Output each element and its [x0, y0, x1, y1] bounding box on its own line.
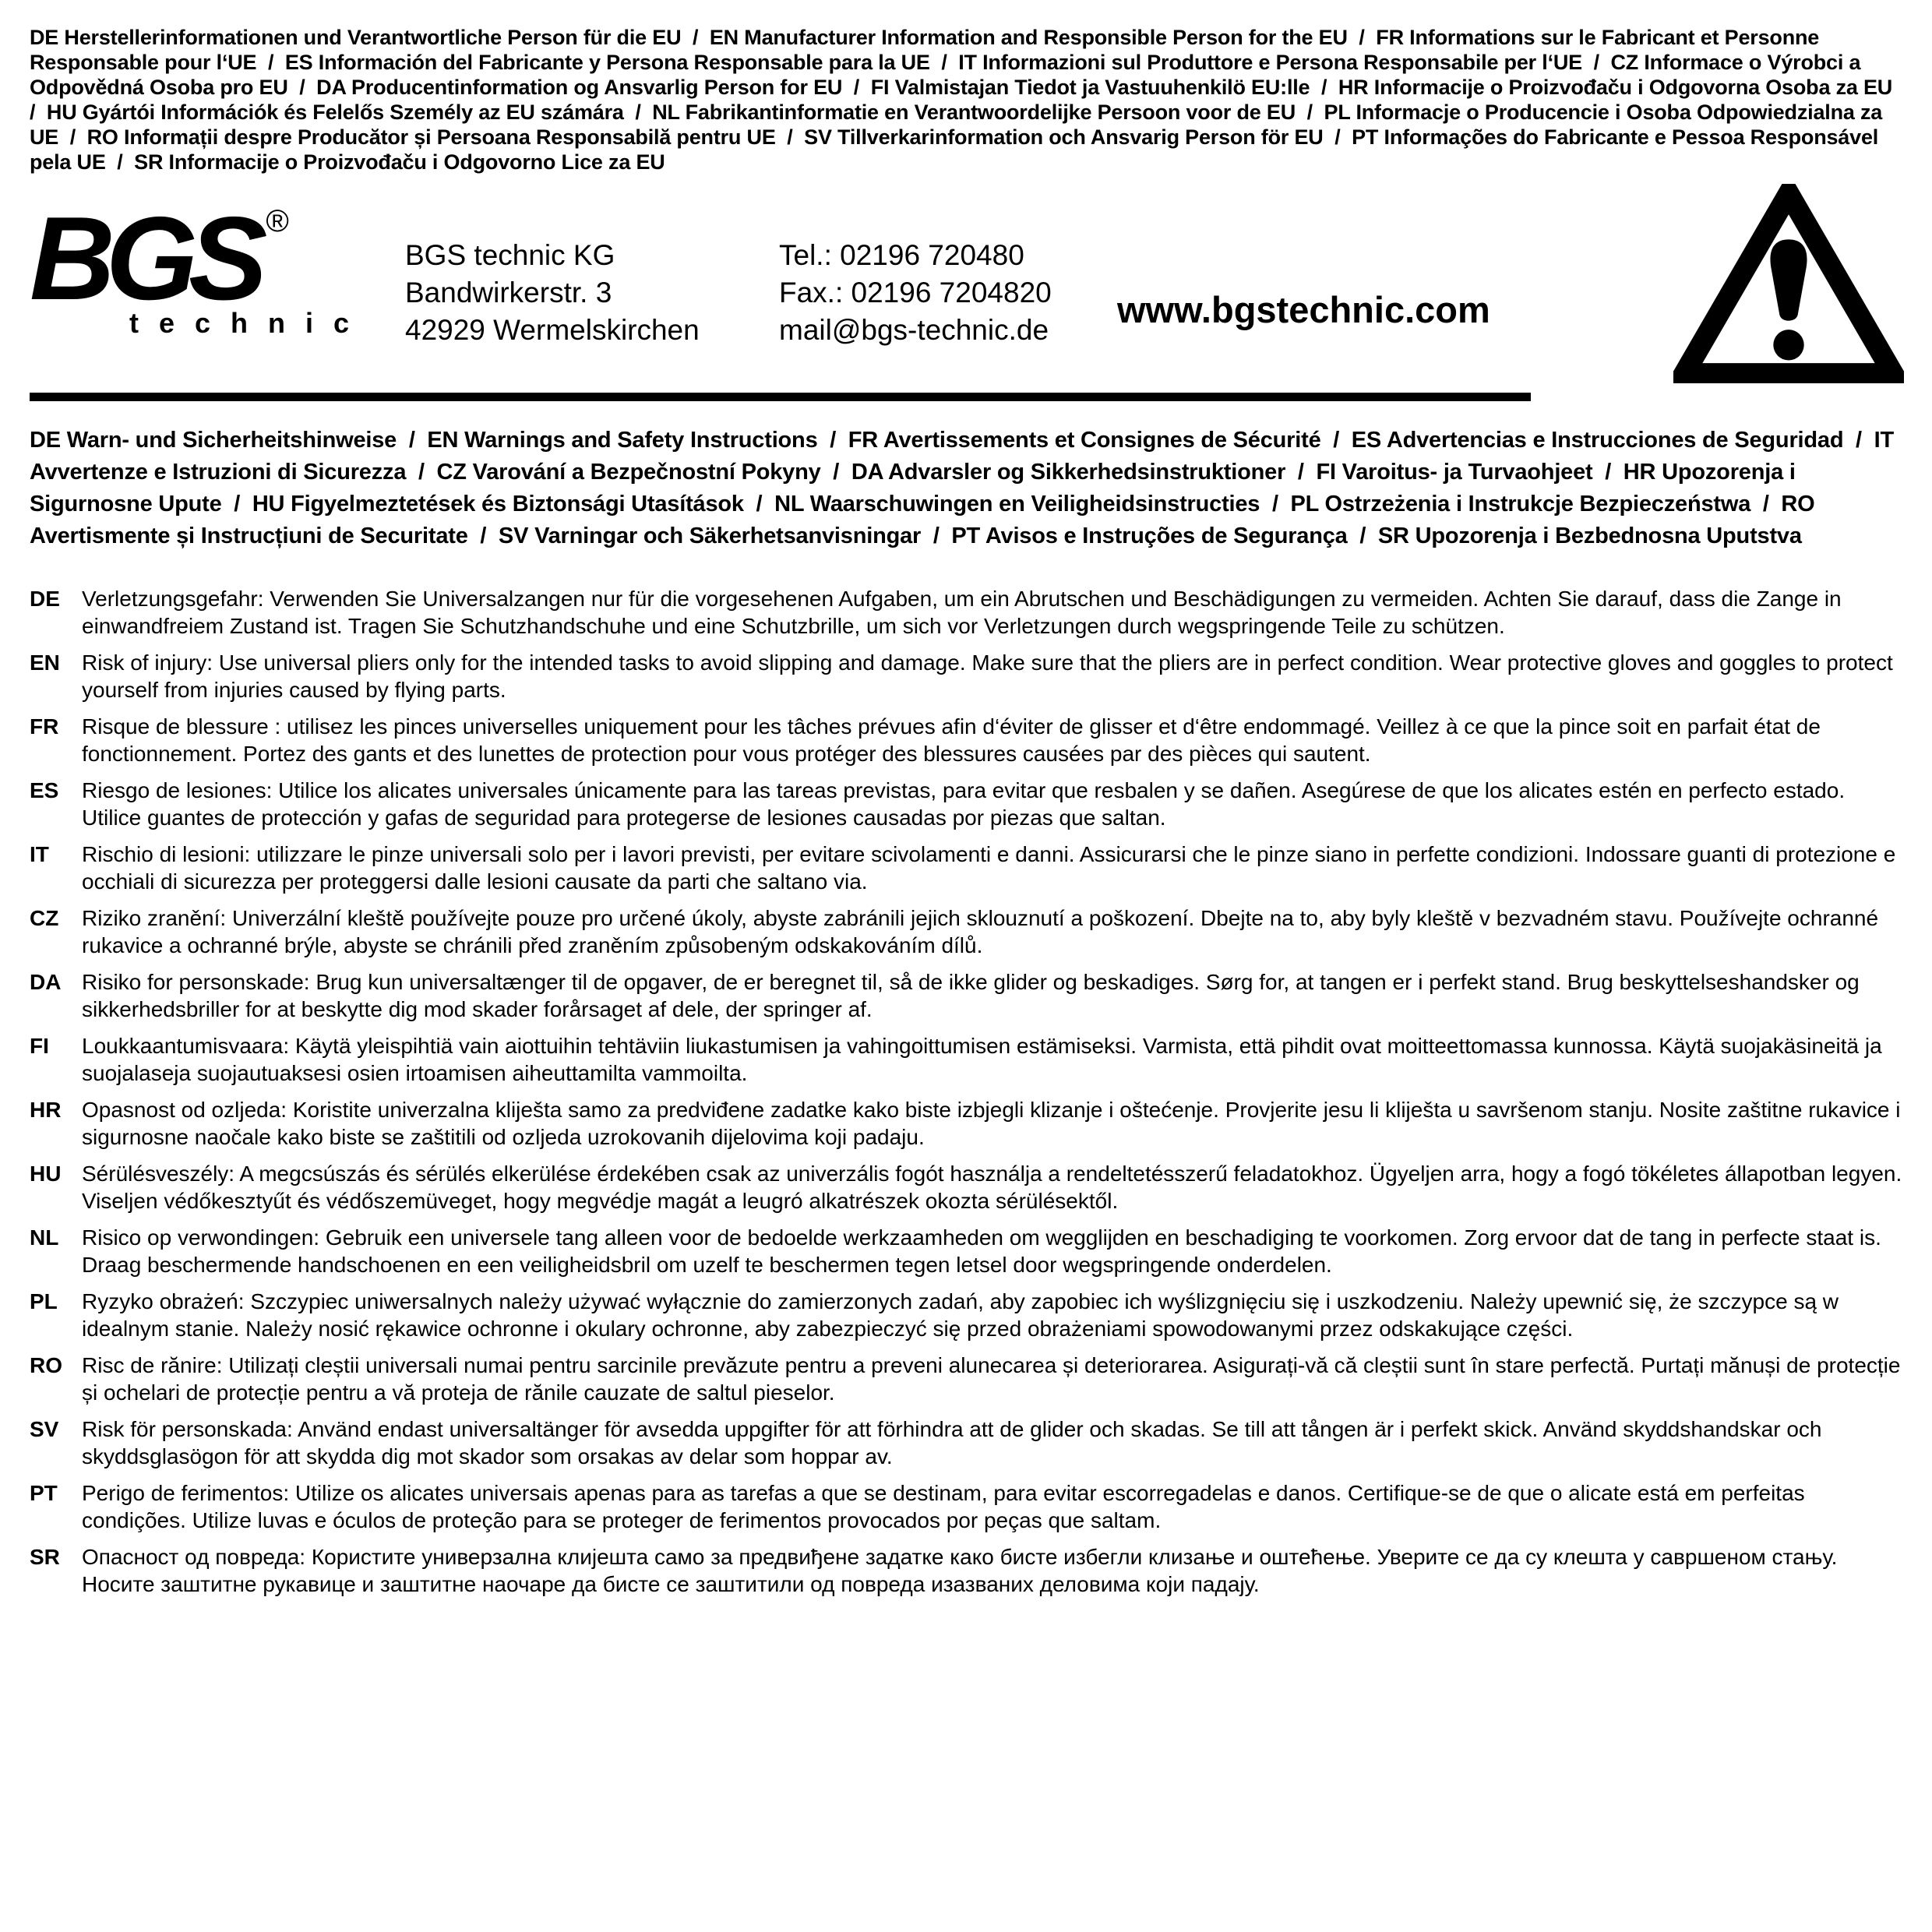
- warning-lang-code: NL: [30, 1225, 59, 1250]
- warning-item: [30, 1416, 1904, 1470]
- warning-text: Risc de rănire: Utilizați cleștii universali numai pentru sarcinile prevăzute pentru a preveni alunecarea și deteriorarea. Asigurați-vă că cleștii sunt în stare perfectă. Purtați mănuși de protecție și ochelari de protecție pentru a vă proteja de rănile cauzate de saltul pieselor.: [82, 1353, 1901, 1405]
- warning-text: Risk of injury: Use universal pliers only for the intended tasks to avoid slipping and damage. Make sure that the pliers are in perfect condition. Wear protective gloves and goggles to protect yourself from injuries caused by flying parts.: [82, 650, 1893, 702]
- warning-item: [30, 841, 1904, 895]
- company-phone: Tel.: 02196 720480: [779, 239, 1024, 271]
- warning-item: [30, 1160, 1904, 1215]
- warnings-heading: DE Warn- und Sicherheitshinweise / EN Warnings and Safety Instructions / FR Avertissements et Consignes de Sécurité / ES Advertencias e Instrucciones de Seguridad / IT Avvertenze e Istruzioni di Sicurezza / CZ Varování a Bezpečnostní Pokyny / DA Advarsler og Sikkerhedsinstruktioner / FI Varoitus- ja Turvaohjeet / HR Upozorenja i Sigurnosne Upute / HU Figyelmeztetések és Biztonsági Utasítások / NL Waarschuwingen en Veiligheidsinstructies / PL Ostrzeżenia i Instrukcje Bezpieczeństwa / RO Avertismente și Instrucțiuni de Securitate / SV Varningar och Säkerhetsanvisningar / PT Avisos e Instruções de Segurança / SR Upozorenja i Bezbednosna Uputstva: [30, 428, 1899, 548]
- manufacturer-info-heading: DE Herstellerinformationen und Verantwortliche Person für die EU / EN Manufacturer Information and Responsible Person for the EU / FR Informations sur le Fabricant et Personne Responsable pour l‘UE / ES Información del Fabricante y Persona Responsable para la UE / IT Informazioni sul Produttore e Persona Responsabile per l‘UE / CZ Informace o Výrobci a Odpovědná Osoba pro EU / DA Producentinformation og Ansvarlig Person for EU / FI Valmistajan Tiedot ja Vastuuhenkilö EU:lle / HR Informacije o Proizvođaču i Odgovorna Osoba za EU / HU Gyártói Információk és Felelős Személy az EU számára / NL Fabrikantinformatie en Verantwoordelijke Persoon voor de EU / PL Informacje o Producencie i Osoba Odpowiedzialna za UE / RO Informații despre Producător și Persoana Responsabilă pentru UE / SV Tillverkarinformation och Ansvarig Person för EU / PT Informações do Fabricante e Pessoa Responsável pela UE / SR Informacije o Proizvođaču i Odgovorno Lice za EU: [30, 26, 1904, 174]
- warning-text: Verletzungsgefahr: Verwenden Sie Universalzangen nur für die vorgesehenen Aufgaben, um ein Abrutschen und Beschädigungen zu vermeiden. Achten Sie darauf, dass die Zange in einwandfreiem Zustand ist. Tragen Sie Schutzhandschuhe und eine Schutzbrille, um sich vor Verletzungen durch wegspringende Teile zu schützen.: [82, 587, 1842, 638]
- warning-lang-code: ES: [30, 778, 59, 802]
- warning-text: Опасност од повреда: Користите универзална клијешта само за предвиђене задатке како бисте избегли клизање и оштећење. Уверите се да су клешта у савршеном стању. Носите заштитне рукавице и заштитне наочаре да бисте се заштитили од повреда изазваних деловима који падају.: [82, 1545, 1838, 1596]
- company-address-block: [405, 237, 700, 349]
- warning-text: Sérülésveszély: A megcsúszás és sérülés elkerülése érdekében csak az univerzális fogót használja a rendeltetésszerű feladatokhoz. Ügyeljen arra, hogy a fogó tökéletes állapotban legyen. Viseljen védőkesztyűt és védőszemüveget, hogy megvédje magát a leugró alkatrészek okozta sérülésektől.: [82, 1162, 1902, 1213]
- warning-lang-code: FR: [30, 714, 59, 739]
- warning-item: [30, 1288, 1904, 1342]
- warning-item: [30, 904, 1904, 959]
- company-email: mail@bgs-technic.de: [779, 314, 1049, 346]
- warning-text: Riziko zranění: Univerzální kleště používejte pouze pro určené úkoly, abyste zabránili jejich sklouznutí a poškození. Dbejte na to, aby byly kleště v bezvadném stavu. Používejte ochranné rukavice a ochranné brýle, abyste se chránili před zraněním způsobeným odskakováním dílů.: [82, 906, 1879, 957]
- warning-item: [30, 1543, 1904, 1598]
- warning-lang-code: HU: [30, 1162, 62, 1186]
- section-divider: [30, 393, 1531, 401]
- warning-lang-code: PL: [30, 1289, 58, 1313]
- warning-text: Risque de blessure : utilisez les pinces universelles uniquement pour les tâches prévues afin d‘éviter de glisser et d‘être endommagé. Veillez à ce que la pince soit en parfait état de fonctionnement. Portez des gants et des lunettes de protection pour vous protéger des blessures causées par des pièces qui sautent.: [82, 714, 1821, 766]
- warning-triangle-icon: [1673, 184, 1904, 383]
- warning-item: [30, 1224, 1904, 1278]
- warning-item: [30, 585, 1904, 640]
- warning-lang-code: PT: [30, 1481, 58, 1505]
- warning-text: Rischio di lesioni: utilizzare le pinze universali solo per i lavori previsti, per evitare scivolamenti e danni. Assicurarsi che le pinze siano in perfette condizioni. Indossare guanti di protezione e occhiali di sicurezza per proteggersi dalle lesioni causate da parti che saltano via.: [82, 842, 1896, 894]
- warning-lang-code: DE: [30, 587, 60, 611]
- warning-text: Risk för personskada: Använd endast universaltänger för avsedda uppgifter för att förhindra att de glider och skadas. Se till att tången är i perfekt skick. Använd skyddshandskar och skyddsglasögon för att skydda dig mot skador som orsakas av delar som hoppar av.: [82, 1417, 1822, 1468]
- warning-item: [30, 1032, 1904, 1087]
- warning-lang-code: SR: [30, 1545, 60, 1569]
- company-website: www.bgstechnic.com: [1117, 289, 1490, 330]
- company-street: Bandwirkerstr. 3: [405, 277, 612, 308]
- warning-text: Loukkaantumisvaara: Käytä yleispihtiä vain aiottuihin tehtäviin liukastumisen ja vahingoittumisen estämiseksi. Varmista, että pihdit ovat moitteettomassa kunnossa. Käytä suojakäsineitä ja suojalaseja suojautuaksesi osien irtoamisen aiheuttamilta vammoilta.: [82, 1034, 1882, 1085]
- warning-lang-code: IT: [30, 842, 49, 866]
- company-name: BGS technic KG: [405, 239, 615, 271]
- warning-lang-code: DA: [30, 970, 62, 994]
- registered-trademark-icon: ®: [266, 204, 289, 238]
- bgs-logo-subtext: technic: [129, 307, 370, 340]
- company-city: 42929 Wermelskirchen: [405, 314, 700, 346]
- warning-text: Risiko for personskade: Brug kun universaltænger til de opgaver, de er beregnet til, så de ikke glider og beskadiges. Sørg for, at tangen er i perfekt stand. Brug beskyttelseshandsker og sikkerhedsbriller for at beskytte dig mod skader forårsaget af dele, der springer af.: [82, 970, 1860, 1021]
- warning-text: Opasnost od ozljeda: Koristite univerzalna kliješta samo za predviđene zadatke kako biste izbjegli klizanje i oštećenje. Provjerite jesu li kliješta u savršenom stanju. Nosite zaštitne rukavice i sigurnosne naočale kako biste se zaštitili od ozljeda uzrokovanih dijelovima koji padaju.: [82, 1098, 1901, 1149]
- brand-row: [30, 192, 1904, 382]
- warning-lang-code: SV: [30, 1417, 59, 1441]
- warning-lang-code: HR: [30, 1098, 62, 1122]
- warning-item: [30, 1352, 1904, 1406]
- warning-item: [30, 1096, 1904, 1151]
- warning-item: [30, 777, 1904, 831]
- warning-lang-code: CZ: [30, 906, 59, 930]
- company-contact-block: [779, 237, 1052, 349]
- company-fax: Fax.: 02196 7204820: [779, 277, 1052, 308]
- warning-text: Ryzyko obrażeń: Szczypiec uniwersalnych należy używać wyłącznie do zamierzonych zadań, aby zapobiec ich wyślizgnięciu się i uszkodzeniu. Należy upewnić się, że szczypce są w idealnym stanie. Należy nosić rękawice ochronne i okulary ochronne, aby zabezpieczyć się przed obrażeniami spowodowanymi przez odskakujące części.: [82, 1289, 1839, 1341]
- warning-text: Riesgo de lesiones: Utilice los alicates universales únicamente para las tareas previstas, para evitar que resbalen y se dañen. Asegúrese de que los alicates estén en perfecto estado. Utilice guantes de protección y gafas de seguridad para protegerse de lesiones causadas por piezas que saltan.: [82, 778, 1846, 830]
- warning-lang-code: EN: [30, 650, 60, 675]
- warning-text: Risico op verwondingen: Gebruik een universele tang alleen voor de bedoelde werkzaamheden om wegglijden en beschadiging te voorkomen. Zorg ervoor dat de tang in perfecte staat is. Draag beschermende handschoenen en een veiligheidsbril om uzelf te beschermen tegen letsel door wegspringende onderdelen.: [82, 1225, 1881, 1277]
- warnings-list: [30, 585, 1904, 1598]
- bgs-logo: [30, 192, 372, 340]
- warning-item: [30, 968, 1904, 1023]
- warning-item: [30, 713, 1904, 767]
- warning-lang-code: RO: [30, 1353, 62, 1377]
- warning-item: [30, 649, 1904, 703]
- warning-lang-code: FI: [30, 1034, 49, 1058]
- warning-item: [30, 1479, 1904, 1534]
- warning-text: Perigo de ferimentos: Utilize os alicates universais apenas para as tarefas a que se destinam, para evitar escorregadelas e danos. Certifique-se de que o alicate está em perfeitas condições. Utilize luvas e óculos de proteção para se proteger de ferimentos provocados por peças que saltam.: [82, 1481, 1805, 1532]
- bgs-logo-text: BGS: [30, 192, 259, 325]
